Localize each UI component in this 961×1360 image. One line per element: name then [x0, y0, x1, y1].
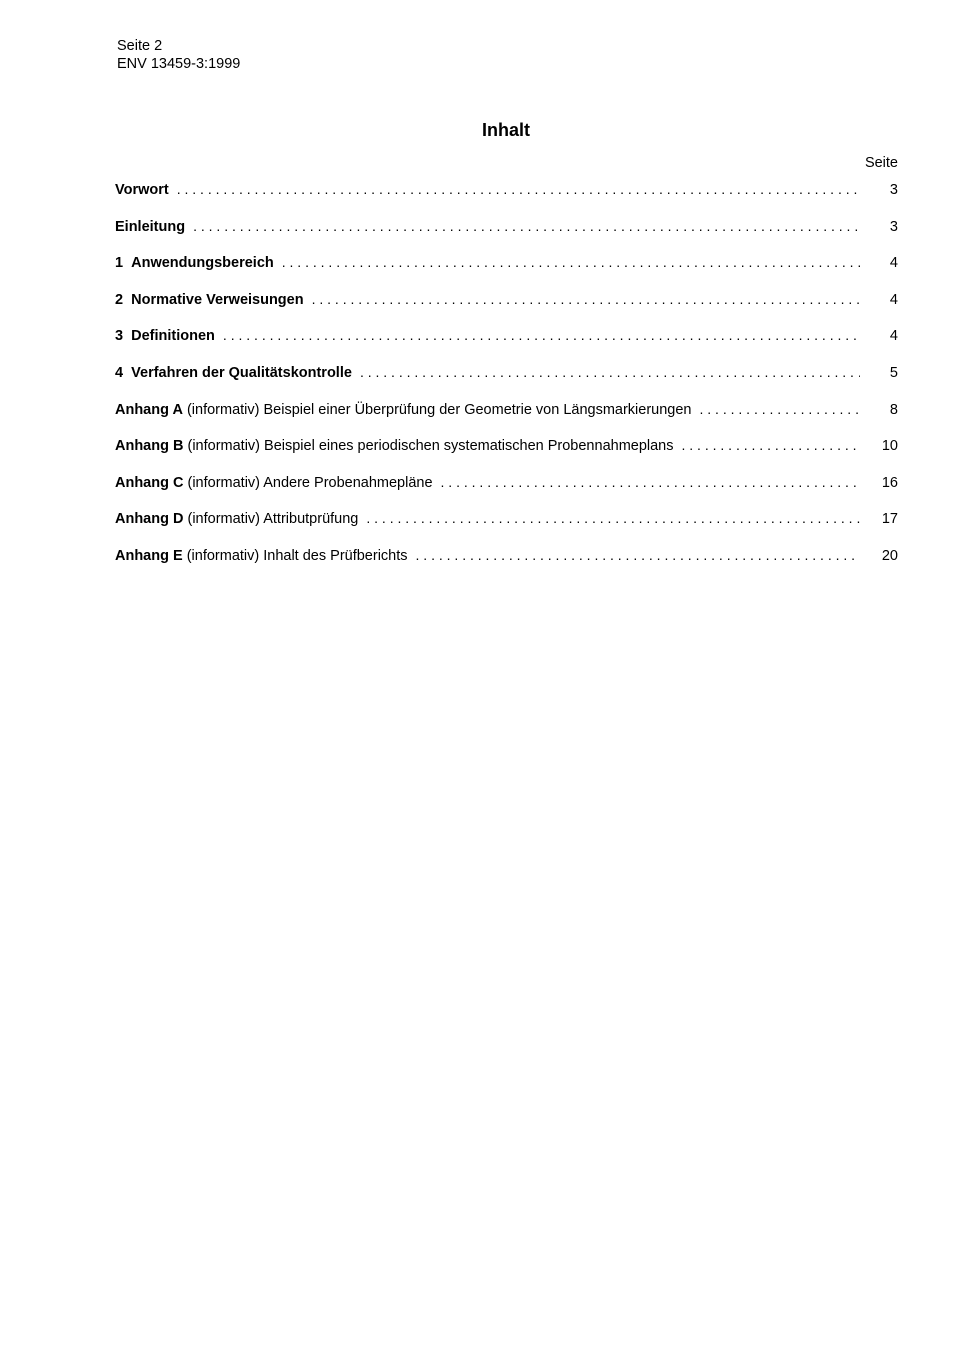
toc-entry-subtitle: (informativ) Andere Probenahmepläne	[187, 474, 433, 491]
toc-leader-dots	[177, 181, 860, 197]
toc-entry-text	[115, 255, 274, 271]
toc-entry-text	[115, 328, 215, 344]
toc-entry-einleitung[interactable]	[115, 218, 898, 255]
toc-entry-page: 5	[889, 364, 898, 381]
toc-entry-1[interactable]	[115, 254, 898, 291]
toc-entry-title: Vorwort	[115, 182, 169, 198]
toc-entry-text	[115, 182, 169, 198]
toc-entry-number: 4	[115, 364, 124, 381]
toc-entry-page: 10	[881, 438, 898, 455]
toc-entry-text	[115, 292, 304, 308]
toc-entry-title: Anhang A	[115, 401, 183, 418]
toc-entry-2[interactable]	[115, 291, 898, 328]
toc-entry-page: 17	[881, 511, 898, 528]
toc-entry-title: Verfahren der Qualitätskontrolle	[131, 364, 352, 381]
toc-entry-page: 20	[881, 547, 898, 564]
toc-page-column-label: Seite	[864, 155, 898, 171]
toc-entry-title: Definitionen	[131, 328, 215, 345]
toc-entry-page: 3	[889, 182, 898, 198]
toc-entry-page: 4	[889, 255, 898, 272]
toc-entry-anhang-d[interactable]	[115, 510, 898, 547]
toc-leader-dots	[282, 254, 860, 270]
toc-leader-dots	[360, 364, 860, 380]
page-number-label: Seite 2	[117, 38, 163, 54]
toc-leader-dots	[682, 437, 861, 453]
toc-entry-title: Anhang E	[115, 547, 183, 564]
toc-entry-page: 4	[889, 328, 898, 345]
toc-entry-anhang-b[interactable]	[115, 437, 898, 474]
table-of-contents	[115, 181, 898, 584]
toc-title: Inhalt	[482, 120, 530, 140]
toc-leader-dots	[366, 510, 860, 526]
toc-entry-text	[115, 438, 674, 454]
toc-entry-text	[115, 548, 408, 564]
toc-entry-subtitle: (informativ) Beispiel eines periodischen systematischen Probennahmeplans	[187, 438, 674, 455]
toc-leader-dots	[441, 474, 860, 490]
toc-entry-vorwort[interactable]	[115, 181, 898, 218]
toc-entry-4[interactable]	[115, 364, 898, 401]
toc-leader-dots	[416, 547, 860, 563]
toc-entry-subtitle: (informativ) Beispiel einer Überprüfung der Geometrie von Längsmarkierungen	[186, 401, 692, 418]
toc-leader-dots	[312, 291, 860, 307]
toc-entry-title: Anhang C	[115, 474, 184, 491]
toc-entry-number: 3	[115, 328, 124, 345]
toc-entry-text	[115, 365, 352, 381]
toc-leader-dots	[223, 327, 860, 343]
toc-entry-text	[115, 511, 358, 527]
toc-entry-page: 3	[889, 218, 898, 235]
toc-entry-text	[115, 475, 433, 491]
toc-entry-page: 8	[889, 401, 898, 418]
toc-entry-number: 2	[115, 291, 124, 308]
toc-entry-text	[115, 402, 692, 418]
toc-entry-text	[115, 219, 185, 235]
toc-leader-dots	[193, 218, 860, 234]
toc-leader-dots	[700, 401, 861, 417]
toc-entry-title: Anwendungsbereich	[131, 255, 274, 272]
toc-entry-subtitle: (informativ) Attributprüfung	[187, 511, 359, 528]
page-header	[117, 37, 240, 73]
toc-entry-subtitle: (informativ) Inhalt des Prüfberichts	[186, 547, 408, 564]
toc-entry-title: Einleitung	[115, 218, 186, 235]
toc-entry-page: 16	[881, 474, 898, 491]
toc-entry-title: Normative Verweisungen	[131, 291, 304, 308]
toc-entry-title: Anhang D	[115, 511, 184, 528]
document-id: ENV 13459-3:1999	[117, 56, 241, 72]
toc-entry-anhang-c[interactable]	[115, 474, 898, 511]
toc-entry-title: Anhang B	[115, 438, 184, 455]
toc-entry-page: 4	[889, 291, 898, 308]
toc-entry-anhang-e[interactable]	[115, 547, 898, 584]
toc-entry-number: 1	[115, 255, 124, 272]
toc-entry-3[interactable]	[115, 327, 898, 364]
toc-entry-anhang-a[interactable]	[115, 401, 898, 438]
